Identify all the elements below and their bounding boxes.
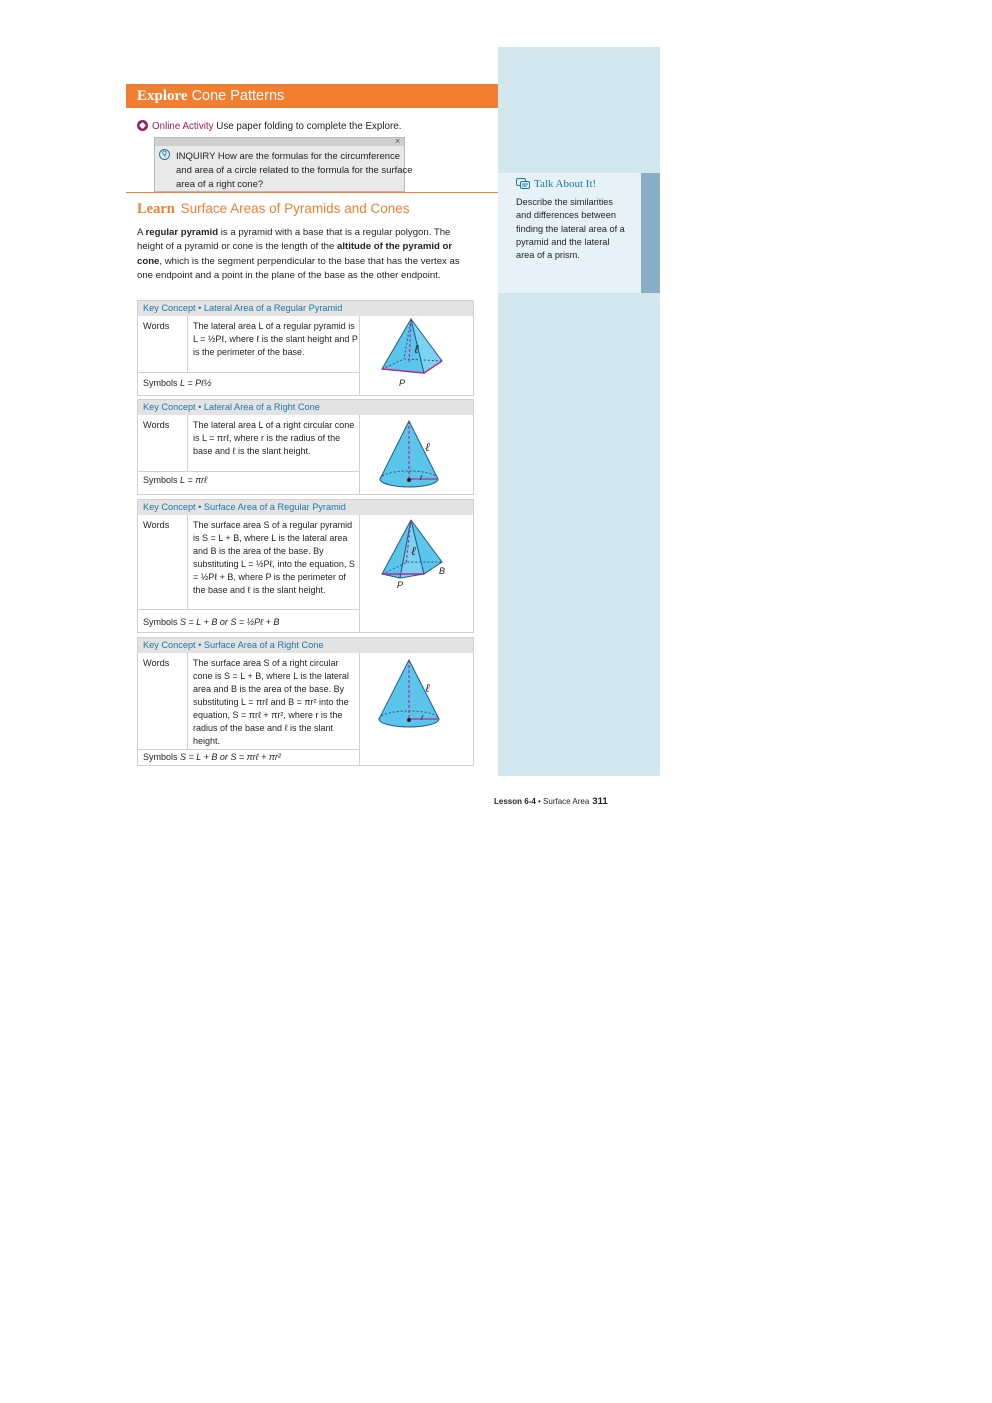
learn-paragraph — [137, 226, 477, 283]
fig-label-slant: ℓ — [425, 681, 430, 695]
words-label: Words — [143, 520, 170, 530]
pyramid-figure — [378, 317, 448, 389]
footer-separator: • — [535, 797, 544, 806]
symbols-formula: S = L + B or S = πrℓ + πr² — [180, 752, 281, 762]
words-text: The surface area S of a regular pyramid is S = L + B, where L is the lateral area and B is the area of the base. By substituting L = ½Pℓ, into the equation, S = ½Pℓ + B, where P is the perimeter of the base and ℓ is the slant height. — [193, 520, 355, 595]
symbols-label: Symbols — [143, 752, 178, 762]
explore-title-text: Cone Patterns — [191, 88, 285, 104]
term-regular-pyramid: regular pyramid — [145, 227, 219, 238]
fig-label-radius: r — [420, 473, 423, 482]
symbols-line — [143, 617, 279, 627]
inquiry-close-button[interactable]: × — [395, 136, 401, 146]
words-text: The lateral area L of a regular pyramid is L = ½Pℓ, where ℓ is the slant height and P is the perimeter of the base. — [193, 321, 358, 357]
talk-title — [516, 178, 596, 190]
fig-label-perimeter: P — [399, 378, 406, 388]
inquiry-question — [176, 150, 416, 192]
learn-keyword: Learn — [137, 201, 175, 217]
online-activity-line — [137, 120, 401, 132]
cone-figure — [378, 658, 443, 732]
symbols-label: Symbols — [143, 617, 178, 627]
words-label: Words — [143, 658, 170, 668]
key-concept-surface-area-pyramid — [137, 499, 474, 633]
symbols-line — [143, 752, 281, 762]
learn-title-text: Surface Areas of Pyramids and Cones — [180, 201, 410, 216]
words-label: Words — [143, 420, 170, 430]
sidebar-panel — [498, 47, 660, 776]
footer-lesson: Lesson 6-4 — [494, 797, 536, 806]
pyramid-figure — [378, 518, 453, 590]
fig-label-base: B — [439, 566, 446, 576]
symbols-line — [143, 475, 207, 485]
inquiry-text: How are the formulas for the circumference and area of a circle related to the formula for the surface area of a right cone? — [176, 151, 413, 190]
inquiry-label: INQUIRY — [176, 151, 216, 162]
words-text: The lateral area L of a right circular cone is L = πrℓ, where r is the radius of the base and ℓ is the slant height. — [193, 420, 355, 456]
online-activity-link[interactable]: Online Activity — [152, 121, 214, 132]
key-concept-heading: Key Concept • Lateral Area of a Regular Pyramid — [138, 301, 473, 316]
key-concept-lateral-area-pyramid — [137, 300, 474, 396]
fig-label-slant: ℓ — [425, 440, 430, 454]
para-text: is a pyramid with a base that is a regular polygon. The height of a pyramid or cone is the length of the — [137, 227, 451, 253]
symbols-formula: L = Pℓ½ — [180, 378, 212, 388]
page-footer — [494, 796, 608, 807]
fig-label-slant: ℓ — [414, 342, 419, 356]
inquiry-icon: Q — [159, 149, 170, 160]
talk-text: Describe the similarities and differences between finding the lateral area of a pyramid and the lateral area of a prism. — [516, 197, 625, 261]
symbols-line — [143, 378, 212, 388]
fig-label-perimeter: P — [397, 580, 404, 590]
fig-label-slant: ℓ — [411, 544, 416, 558]
page-number: 311 — [592, 796, 608, 807]
key-concept-heading: Key Concept • Surface Area of a Right Cone — [138, 638, 473, 653]
key-concept-heading: Key Concept • Lateral Area of a Right Cone — [138, 400, 473, 415]
term-altitude: altitude of the pyramid or cone — [137, 241, 453, 267]
talk-accent-bar — [641, 173, 660, 293]
key-concept-lateral-area-cone — [137, 399, 474, 495]
key-concept-surface-area-cone — [137, 637, 474, 766]
cone-figure — [378, 418, 443, 494]
para-text: , which is the segment perpendicular to the base that has the vertex as one endpoint and a point in the plane of the base as the other endpoint. — [137, 255, 460, 281]
symbols-formula: S = L + B or S = ½Pℓ + B — [180, 617, 280, 627]
symbols-label: Symbols — [143, 378, 178, 388]
inquiry-titlebar — [155, 138, 404, 146]
section-divider — [126, 192, 498, 193]
online-activity-icon — [137, 120, 148, 131]
discussion-icon — [516, 178, 530, 190]
symbols-label: Symbols — [143, 475, 178, 485]
explore-keyword: Explore — [137, 88, 188, 104]
fig-label-radius: r — [421, 713, 424, 722]
words-label: Words — [143, 321, 170, 331]
footer-topic: Surface Area — [543, 797, 590, 806]
words-text: The surface area S of a right circular cone is S = L + B, where L is the lateral area and B is the area of the base. By substituting L = πrℓ and B = πr² into the equation, S = πrℓ + πr², where r is the radius of the base and ℓ is the slant height. — [193, 658, 349, 746]
learn-title — [137, 201, 410, 218]
talk-title-text: Talk About It! — [534, 178, 597, 190]
key-concept-heading: Key Concept • Surface Area of a Regular Pyramid — [138, 500, 473, 515]
online-activity-text: Use paper folding to complete the Explore. — [216, 121, 402, 132]
symbols-formula: L = πrℓ — [180, 475, 208, 485]
para-text: A — [137, 227, 146, 238]
explore-title — [137, 88, 284, 105]
